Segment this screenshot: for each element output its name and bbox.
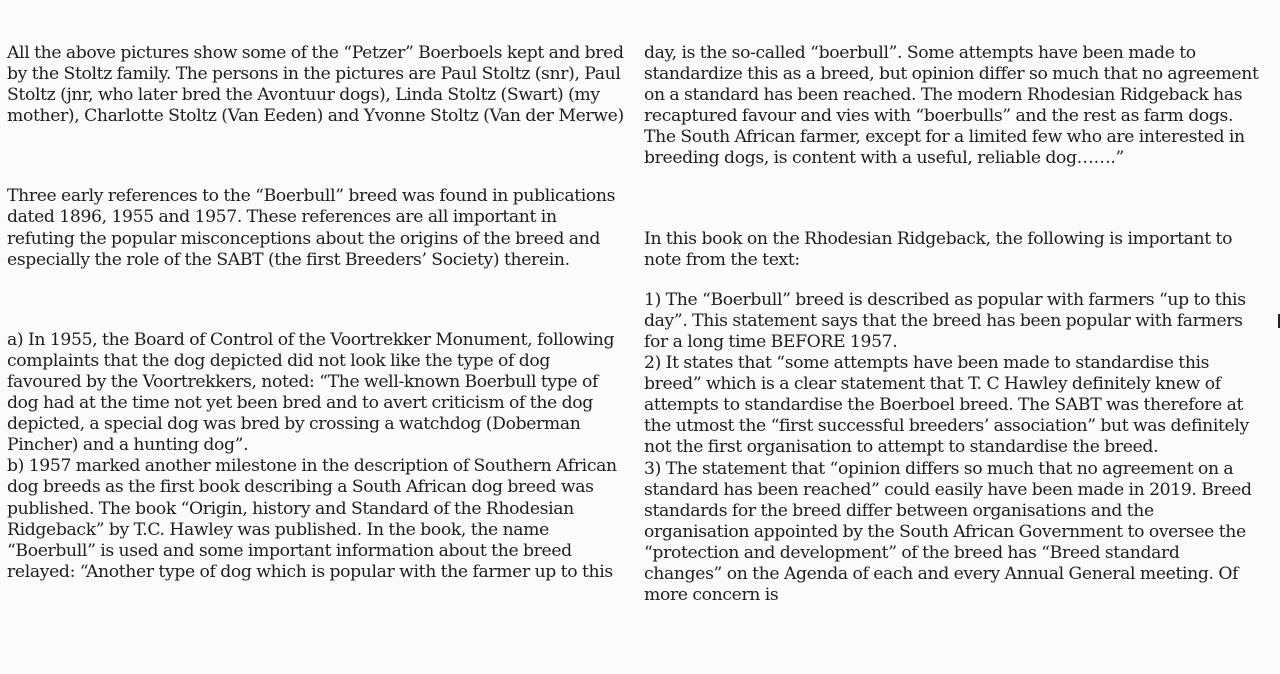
left-column xyxy=(7,43,625,583)
paragraph-stoltz-family: All the above pictures show some of the “Petzer” Boerboels kept and bred by the Stoltz family. The persons in the pictures are Paul Stoltz (snr), Paul Stoltz (jnr, who later bred the Avontuur dogs), Linda Stoltz (Swart) (my mother), Charlotte Stoltz (Van Eeden) and Yvonne Stoltz (Van der Merwe) xyxy=(7,43,624,127)
paragraph-early-references: Three early references to the “Boerbull” breed was found in publications dated 1896, 1955 and 1957. These references are all important in refuting the popular misconceptions about the origins of the breed and especially the role of the SABT (the first Breeders’ Society) therein. xyxy=(7,186,616,270)
right-column xyxy=(644,43,1262,606)
list-item-2: 2) It states that “some attempts have been made to standardise this breed” which is a clear statement that T. C Hawley definitely knew of attempts to standardise the Boerboel breed. The SABT was therefore at the utmost the “first successful breeders’ association” but was definitely not the first organisation to attempt to standardise the breed. xyxy=(644,353,1249,458)
list-item-1: 1) The “Boerbull” breed is described as popular with farmers “up to this day”. This statement says that the breed has been popular with farmers for a long time BEFORE 1957. xyxy=(644,289,1246,352)
list-item-a-1955: a) In 1955, the Board of Control of the Voortrekker Monument, following complaints that the dog depicted did not look like the type of dog favoured by the Voortrekkers, noted: “The well-known Boerbull type of dog had at the time not yet been bred and to avert criticism of the dog depicted, a special dog was bred by crossing a watchdog (Doberman Pincher) and a hunting dog”. xyxy=(7,329,615,456)
list-item-3: 3) The statement that “opinion differs so much that no agreement on a standard has been reached” could easily have been made in 2019. Breed standards for the breed differ between organisations and the organisation appointed by the South African Government to oversee the “protection and development” of the breed has “Breed standard changes” on the Agenda of each and every Annual General meeting. Of more concern is xyxy=(644,458,1252,606)
paragraph-book-note: In this book on the Rhodesian Ridgeback, the following is important to note from the text: xyxy=(644,228,1233,270)
list-item-b-1957: b) 1957 marked another milestone in the description of Southern African dog breeds as the first book describing a South African dog breed was published. The book “Origin, history and Standard of the Rhodesian Ridgeback” by T.C. Hawley was published. In the book, the name “Boerbull” is used and some important information about the breed relayed: “Another type of dog which is popular with the farmer up to this xyxy=(7,456,617,582)
paragraph-quote-continuation: day, is the so-called “boerbull”. Some attempts have been made to standardize this as a breed, but opinion differ so much that no agreement on a standard has been reached. The modern Rhodesian Ridgeback has recaptured favour and vies with “boerbulls” and the rest as farm dogs. The South African farmer, except for a limited few who are interested in breeding dogs, is content with a useful, reliable dog…….” xyxy=(644,43,1259,169)
